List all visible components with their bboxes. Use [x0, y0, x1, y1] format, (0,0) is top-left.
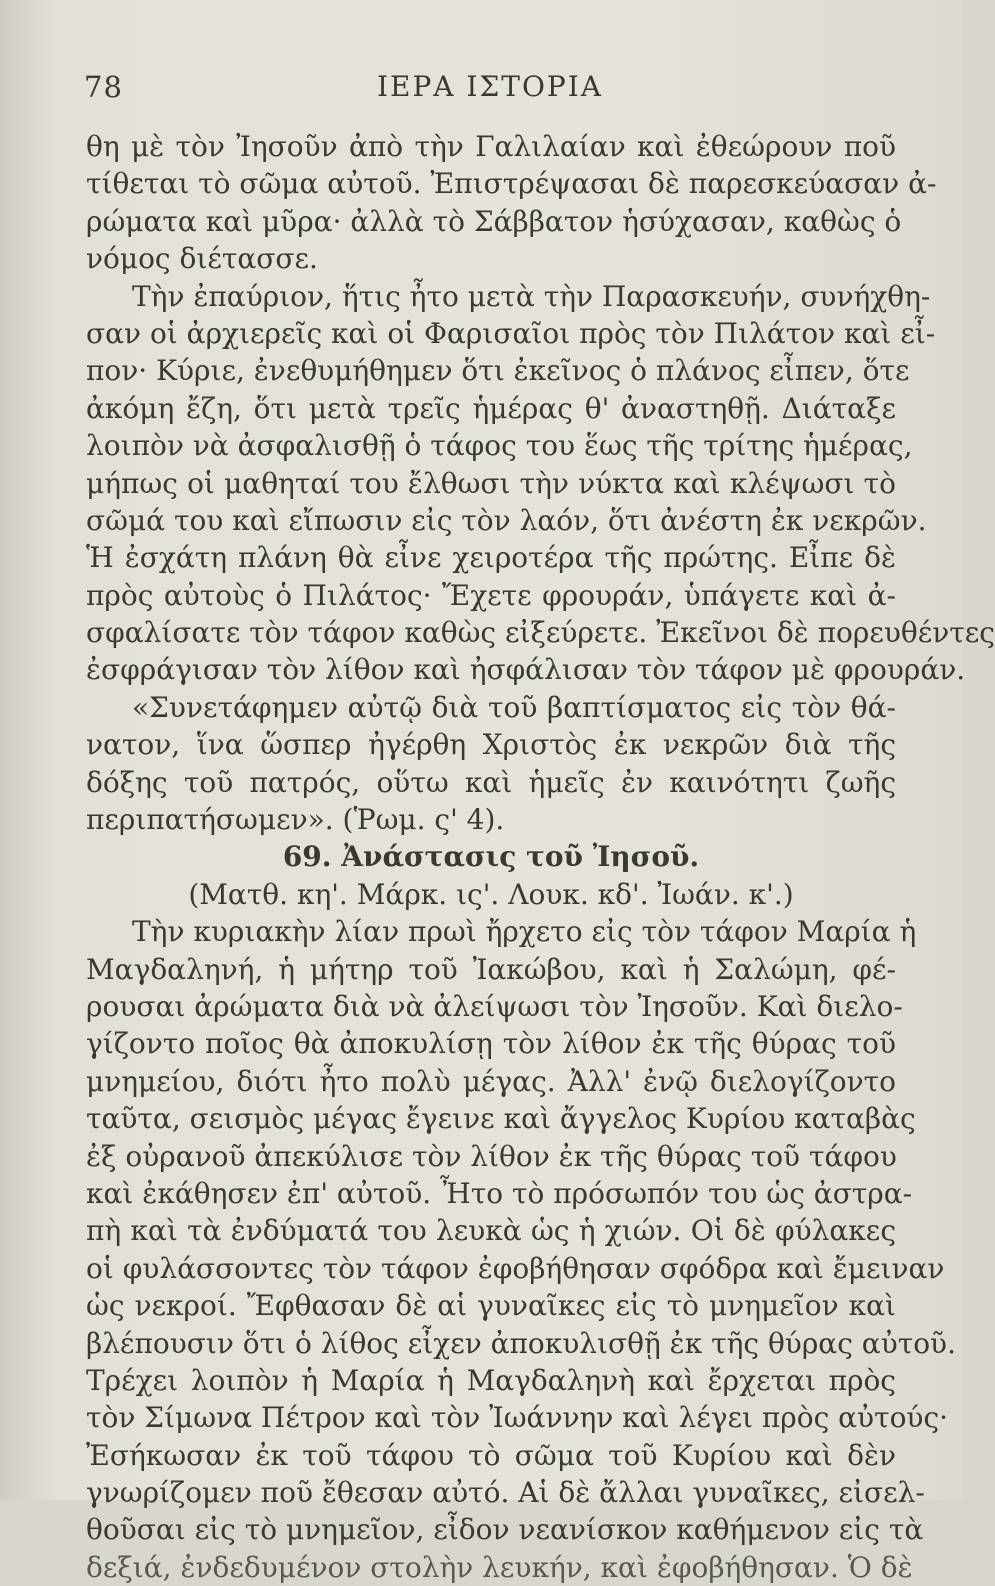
- text-line: πον· Κύριε, ἐνεθυμήθημεν ὅτι ἐκεῖνος ὁ πλάνος εἶπεν, ὅτε: [86, 354, 910, 388]
- quote-line: νατον, ἵνα ὥσπερ ἠγέρθη Χριστὸς ἐκ νεκρῶν διὰ τῆς: [86, 728, 896, 762]
- text-line: Ἡ ἐσχάτη πλάνη θὰ εἶνε χειροτέρα τῆς πρώτης. Εἶπε δὲ: [86, 541, 896, 575]
- text-line: Τρέχει λοιπὸν ἡ Μαρία ἡ Μαγδαληνὴ καὶ ἔρχεται πρὸς: [86, 1363, 896, 1397]
- text-line: λοιπὸν νὰ ἀσφαλισθῇ ὁ τάφος του ἕως τῆς τρίτης ἡμέρας,: [86, 429, 913, 463]
- text-line: τὸν Σίμωνα Πέτρον καὶ τὸν Ἰωάννην καὶ λέγει πρὸς αὐτούς·: [86, 1401, 949, 1435]
- quote-line: περιπατήσωμεν». (Ῥωμ. ς' 4).: [86, 803, 505, 837]
- text-line: Τὴν ἐπαύριον, ἥτις ἦτο μετὰ τὴν Παρασκευήν, συνήχθη-: [132, 279, 931, 313]
- running-title: ΙΕΡΑ ΙΣΤΟΡΙΑ: [376, 70, 604, 103]
- text-line: Ἐσήκωσαν ἐκ τοῦ τάφου τὸ σῶμα τοῦ Κυρίου καὶ δὲν: [86, 1438, 896, 1472]
- text-line: γίζοντο ποῖος θὰ ἀποκυλίσῃ τὸν λίθον ἐκ τῆς θύρας τοῦ: [86, 1027, 896, 1061]
- text-line: καὶ ἐκάθησεν ἐπ' αὐτοῦ. Ἦτο τὸ πρόσωπόν του ὡς ἀστρα-: [86, 1176, 913, 1210]
- text-line: Μαγδαληνή, ἡ μήτηρ τοῦ Ἰακώβου, καὶ ἡ Σαλώμη, φέ-: [86, 952, 896, 986]
- text-line: σῶμά του καὶ εἴπωσιν εἰς τὸν λαόν, ὅτι ἀνέστη ἐκ νεκρῶν.: [86, 503, 927, 537]
- text-line: ρώματα καὶ μῦρα· ἀλλὰ τὸ Σάββατον ἡσύχασαν, καθὼς ὁ: [86, 204, 902, 238]
- page-header: [84, 70, 896, 110]
- text-line: θοῦσαι εἰς τὸ μνημεῖον, εἶδον νεανίσκον καθήμενον εἰς τὰ: [86, 1513, 924, 1547]
- text-body: [86, 128, 995, 1584]
- page-number: 78: [84, 70, 123, 104]
- text-line: νόμος διέτασσε.: [86, 242, 318, 276]
- quote-line: «Συνετάφημεν αὐτῷ διὰ τοῦ βαπτίσματος εἰς τὸν θά-: [132, 690, 896, 724]
- text-line: σαν οἱ ἀρχιερεῖς καὶ οἱ Φαρισαῖοι πρὸς τὸν Πιλάτον καὶ εἶ-: [86, 316, 936, 350]
- text-line: τίθεται τὸ σῶμα αὐτοῦ. Ἐπιστρέψασαι δὲ παρεσκεύασαν ἀ-: [86, 167, 937, 201]
- text-line: μνημείου, διότι ἦτο πολὺ μέγας. Ἀλλ' ἐνῷ διελογίζοντο: [86, 1064, 896, 1098]
- text-line: ἀκόμη ἔζη, ὅτι μετὰ τρεῖς ἡμέρας θ' ἀναστηθῇ. Διάταξε: [86, 391, 896, 425]
- text-line-cut-off: δεξιά, ἐνδεδυμένον στολὴν λευκήν, καὶ ἐφοβήθησαν. Ὁ δὲ: [86, 1550, 913, 1584]
- text-line: ταῦτα, σεισμὸς μέγας ἔγεινε καὶ ἄγγελος Κυρίου καταβὰς: [86, 1102, 916, 1136]
- text-line: ἐσφράγισαν τὸν λίθον καὶ ἠσφάλισαν τὸν τάφον μὲ φρουράν.: [86, 653, 966, 687]
- text-line: μήπως οἱ μαθηταί του ἔλθωσι τὴν νύκτα καὶ κλέψωσι τὸ: [86, 466, 896, 500]
- text-line: σφαλίσατε τὸν τάφον καθὼς εἰξεύρετε. Ἐκεῖνοι δὲ πορευθέντες: [86, 616, 995, 650]
- text-line: βλέπουσιν ὅτι ὁ λίθος εἶχεν ἀποκυλισθῇ ἐκ τῆς θύρας αὐτοῦ.: [86, 1326, 956, 1360]
- section-heading: 69. Ἀνάστασις τοῦ Ἰησοῦ.: [282, 840, 700, 874]
- text-line: πὴ καὶ τὰ ἐνδύματά του λευκὰ ὡς ἡ χιών. Οἱ δὲ φύλακες: [86, 1214, 896, 1248]
- quote-line: δόξης τοῦ πατρός, οὕτω καὶ ἡμεῖς ἐν καινότητι ζωῆς: [86, 765, 896, 799]
- text-line: γνωρίζομεν ποῦ ἔθεσαν αὐτό. Αἱ δὲ ἄλλαι γυναῖκες, εἰσελ-: [86, 1476, 925, 1510]
- section-references: (Ματθ. κη'. Μάρκ. ις'. Λουκ. κδ'. Ἰωάν. κ'.): [188, 877, 794, 911]
- text-line: Τὴν κυριακὴν λίαν πρωὶ ἤρχετο εἰς τὸν τάφον Μαρία ἡ: [132, 915, 917, 949]
- text-line: ρουσαι ἀρώματα διὰ νὰ ἀλείψωσι τὸν Ἰησοῦν. Καὶ διελο-: [86, 989, 903, 1023]
- text-line: θη μὲ τὸν Ἰησοῦν ἀπὸ τὴν Γαλιλαίαν καὶ ἐθεώρουν ποῦ: [86, 130, 896, 163]
- text-line: πρὸς αὐτοὺς ὁ Πιλάτος· Ἔχετε φρουράν, ὑπάγετε καὶ ἀ-: [86, 578, 896, 612]
- text-line: ὡς νεκροί. Ἔφθασαν δὲ αἱ γυναῖκες εἰς τὸ μνημεῖον καὶ: [86, 1289, 896, 1323]
- text-line: οἱ φυλάσσοντες τὸν τάφον ἐφοβήθησαν σφόδρα καὶ ἔμειναν: [86, 1251, 945, 1285]
- text-line: ἐξ οὐρανοῦ ἀπεκύλισε τὸν λίθον ἐκ τῆς θύρας τοῦ τάφου: [86, 1139, 897, 1173]
